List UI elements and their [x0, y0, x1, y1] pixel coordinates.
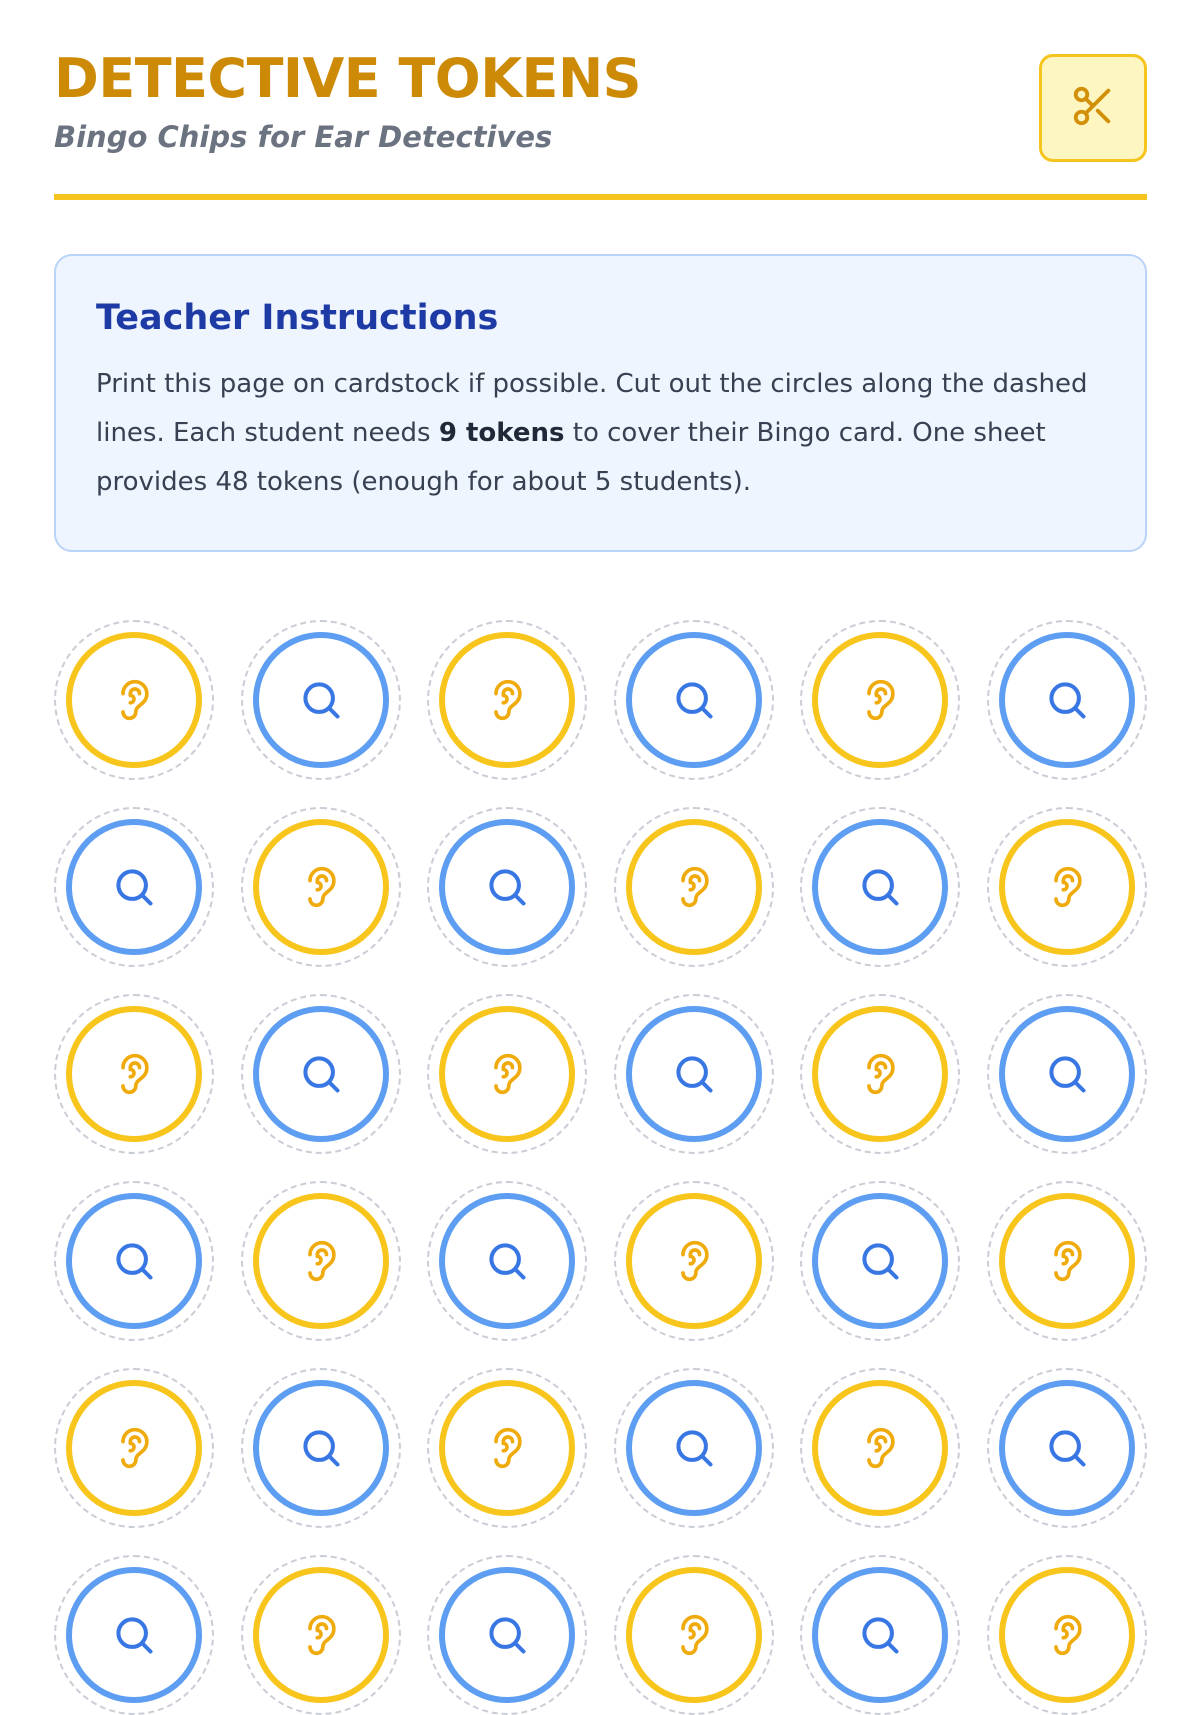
token-cut-guide [241, 1368, 401, 1528]
token-cut-guide [800, 1368, 960, 1528]
magnifier-icon [485, 865, 529, 909]
teacher-instructions [54, 254, 1147, 552]
ear-icon [858, 1426, 902, 1470]
ear-token [999, 1567, 1135, 1703]
scissors-icon [1070, 83, 1116, 133]
ear-token [439, 632, 575, 768]
token-cut-guide [987, 1368, 1147, 1528]
token-cut-guide [241, 620, 401, 780]
token-cut-guide [614, 1181, 774, 1341]
magnifier-token [253, 632, 389, 768]
page-title: DETECTIVE TOKENS [54, 47, 642, 110]
instructions-text-end: to cover their Bingo card. One sheet provides 48 tokens (enough for about 5 students). [96, 417, 1046, 497]
ear-token [439, 1380, 575, 1516]
token-cut-guide [987, 994, 1147, 1154]
magnifier-token [626, 632, 762, 768]
magnifier-icon [299, 678, 343, 722]
magnifier-icon [858, 865, 902, 909]
ear-token [999, 1193, 1135, 1329]
ear-icon [299, 865, 343, 909]
token-cut-guide [241, 994, 401, 1154]
magnifier-icon [858, 1613, 902, 1657]
ear-token [626, 819, 762, 955]
magnifier-icon [112, 1239, 156, 1283]
token-cut-guide [427, 994, 587, 1154]
ear-token [999, 819, 1135, 955]
token-cut-guide [987, 1555, 1147, 1715]
magnifier-icon [1045, 1052, 1089, 1096]
token-cut-guide [427, 620, 587, 780]
ear-icon [672, 865, 716, 909]
magnifier-token [999, 1006, 1135, 1142]
instructions-heading: Teacher Instructions [96, 298, 499, 338]
token-cut-guide [241, 1181, 401, 1341]
ear-token [66, 632, 202, 768]
ear-icon [485, 678, 529, 722]
magnifier-token [66, 1567, 202, 1703]
token-cut-guide [241, 807, 401, 967]
magnifier-icon [485, 1613, 529, 1657]
magnifier-token [999, 1380, 1135, 1516]
ear-icon [299, 1239, 343, 1283]
magnifier-token [439, 819, 575, 955]
ear-icon [672, 1239, 716, 1283]
ear-icon [858, 1052, 902, 1096]
ear-token [66, 1006, 202, 1142]
ear-token [253, 819, 389, 955]
header-divider [54, 194, 1147, 200]
token-cut-guide [800, 807, 960, 967]
token-cut-guide [241, 1555, 401, 1715]
token-cut-guide [54, 1181, 214, 1341]
token-cut-guide [987, 807, 1147, 967]
ear-icon [112, 1426, 156, 1470]
ear-token [626, 1193, 762, 1329]
magnifier-icon [672, 1426, 716, 1470]
token-cut-guide [427, 1181, 587, 1341]
token-cut-guide [54, 620, 214, 780]
token-cut-guide [800, 1555, 960, 1715]
ear-token [812, 1380, 948, 1516]
magnifier-token [253, 1380, 389, 1516]
page-subtitle: Bingo Chips for Ear Detectives [54, 120, 553, 154]
token-cut-guide [54, 1555, 214, 1715]
token-cut-guide [427, 1368, 587, 1528]
token-cut-guide [54, 994, 214, 1154]
magnifier-token [439, 1567, 575, 1703]
ear-token [812, 632, 948, 768]
magnifier-token [812, 819, 948, 955]
token-cut-guide [54, 1368, 214, 1528]
magnifier-icon [299, 1052, 343, 1096]
ear-token [812, 1006, 948, 1142]
ear-token [253, 1567, 389, 1703]
token-cut-guide [427, 1555, 587, 1715]
magnifier-icon [672, 1052, 716, 1096]
ear-token [626, 1567, 762, 1703]
magnifier-icon [112, 1613, 156, 1657]
token-cut-guide [614, 994, 774, 1154]
token-cut-guide [987, 620, 1147, 780]
ear-token [439, 1006, 575, 1142]
token-cut-guide [614, 1555, 774, 1715]
magnifier-token [626, 1380, 762, 1516]
token-cut-guide [614, 620, 774, 780]
magnifier-token [439, 1193, 575, 1329]
page [54, 0, 1147, 497]
ear-icon [485, 1426, 529, 1470]
ear-icon [112, 1052, 156, 1096]
instructions-text-start: Print this page on cardstock if possible. Cut out the circles along the dashed lines. Each student needs [96, 368, 1088, 448]
token-cut-guide [54, 807, 214, 967]
magnifier-icon [1045, 678, 1089, 722]
header [54, 0, 1147, 200]
magnifier-token [253, 1006, 389, 1142]
ear-icon [485, 1052, 529, 1096]
magnifier-token [66, 819, 202, 955]
magnifier-icon [1045, 1426, 1089, 1470]
scissors-badge [1039, 54, 1147, 162]
ear-token [66, 1380, 202, 1516]
token-cut-guide [614, 807, 774, 967]
token-cut-guide [987, 1181, 1147, 1341]
token-cut-guide [800, 994, 960, 1154]
token-cut-guide [800, 1181, 960, 1341]
magnifier-icon [112, 865, 156, 909]
token-cut-guide [800, 620, 960, 780]
instructions-text-bold: 9 tokens [438, 417, 565, 448]
instructions-text [96, 360, 1105, 507]
magnifier-token [812, 1567, 948, 1703]
magnifier-token [66, 1193, 202, 1329]
ear-icon [858, 678, 902, 722]
token-cut-guide [427, 807, 587, 967]
magnifier-icon [485, 1239, 529, 1283]
ear-icon [672, 1613, 716, 1657]
ear-icon [1045, 1239, 1089, 1283]
token-cut-guide [614, 1368, 774, 1528]
magnifier-token [626, 1006, 762, 1142]
magnifier-icon [858, 1239, 902, 1283]
ear-icon [299, 1613, 343, 1657]
magnifier-token [999, 632, 1135, 768]
magnifier-token [812, 1193, 948, 1329]
magnifier-icon [672, 678, 716, 722]
ear-icon [1045, 1613, 1089, 1657]
magnifier-icon [299, 1426, 343, 1470]
ear-icon [1045, 865, 1089, 909]
ear-token [253, 1193, 389, 1329]
ear-icon [112, 678, 156, 722]
